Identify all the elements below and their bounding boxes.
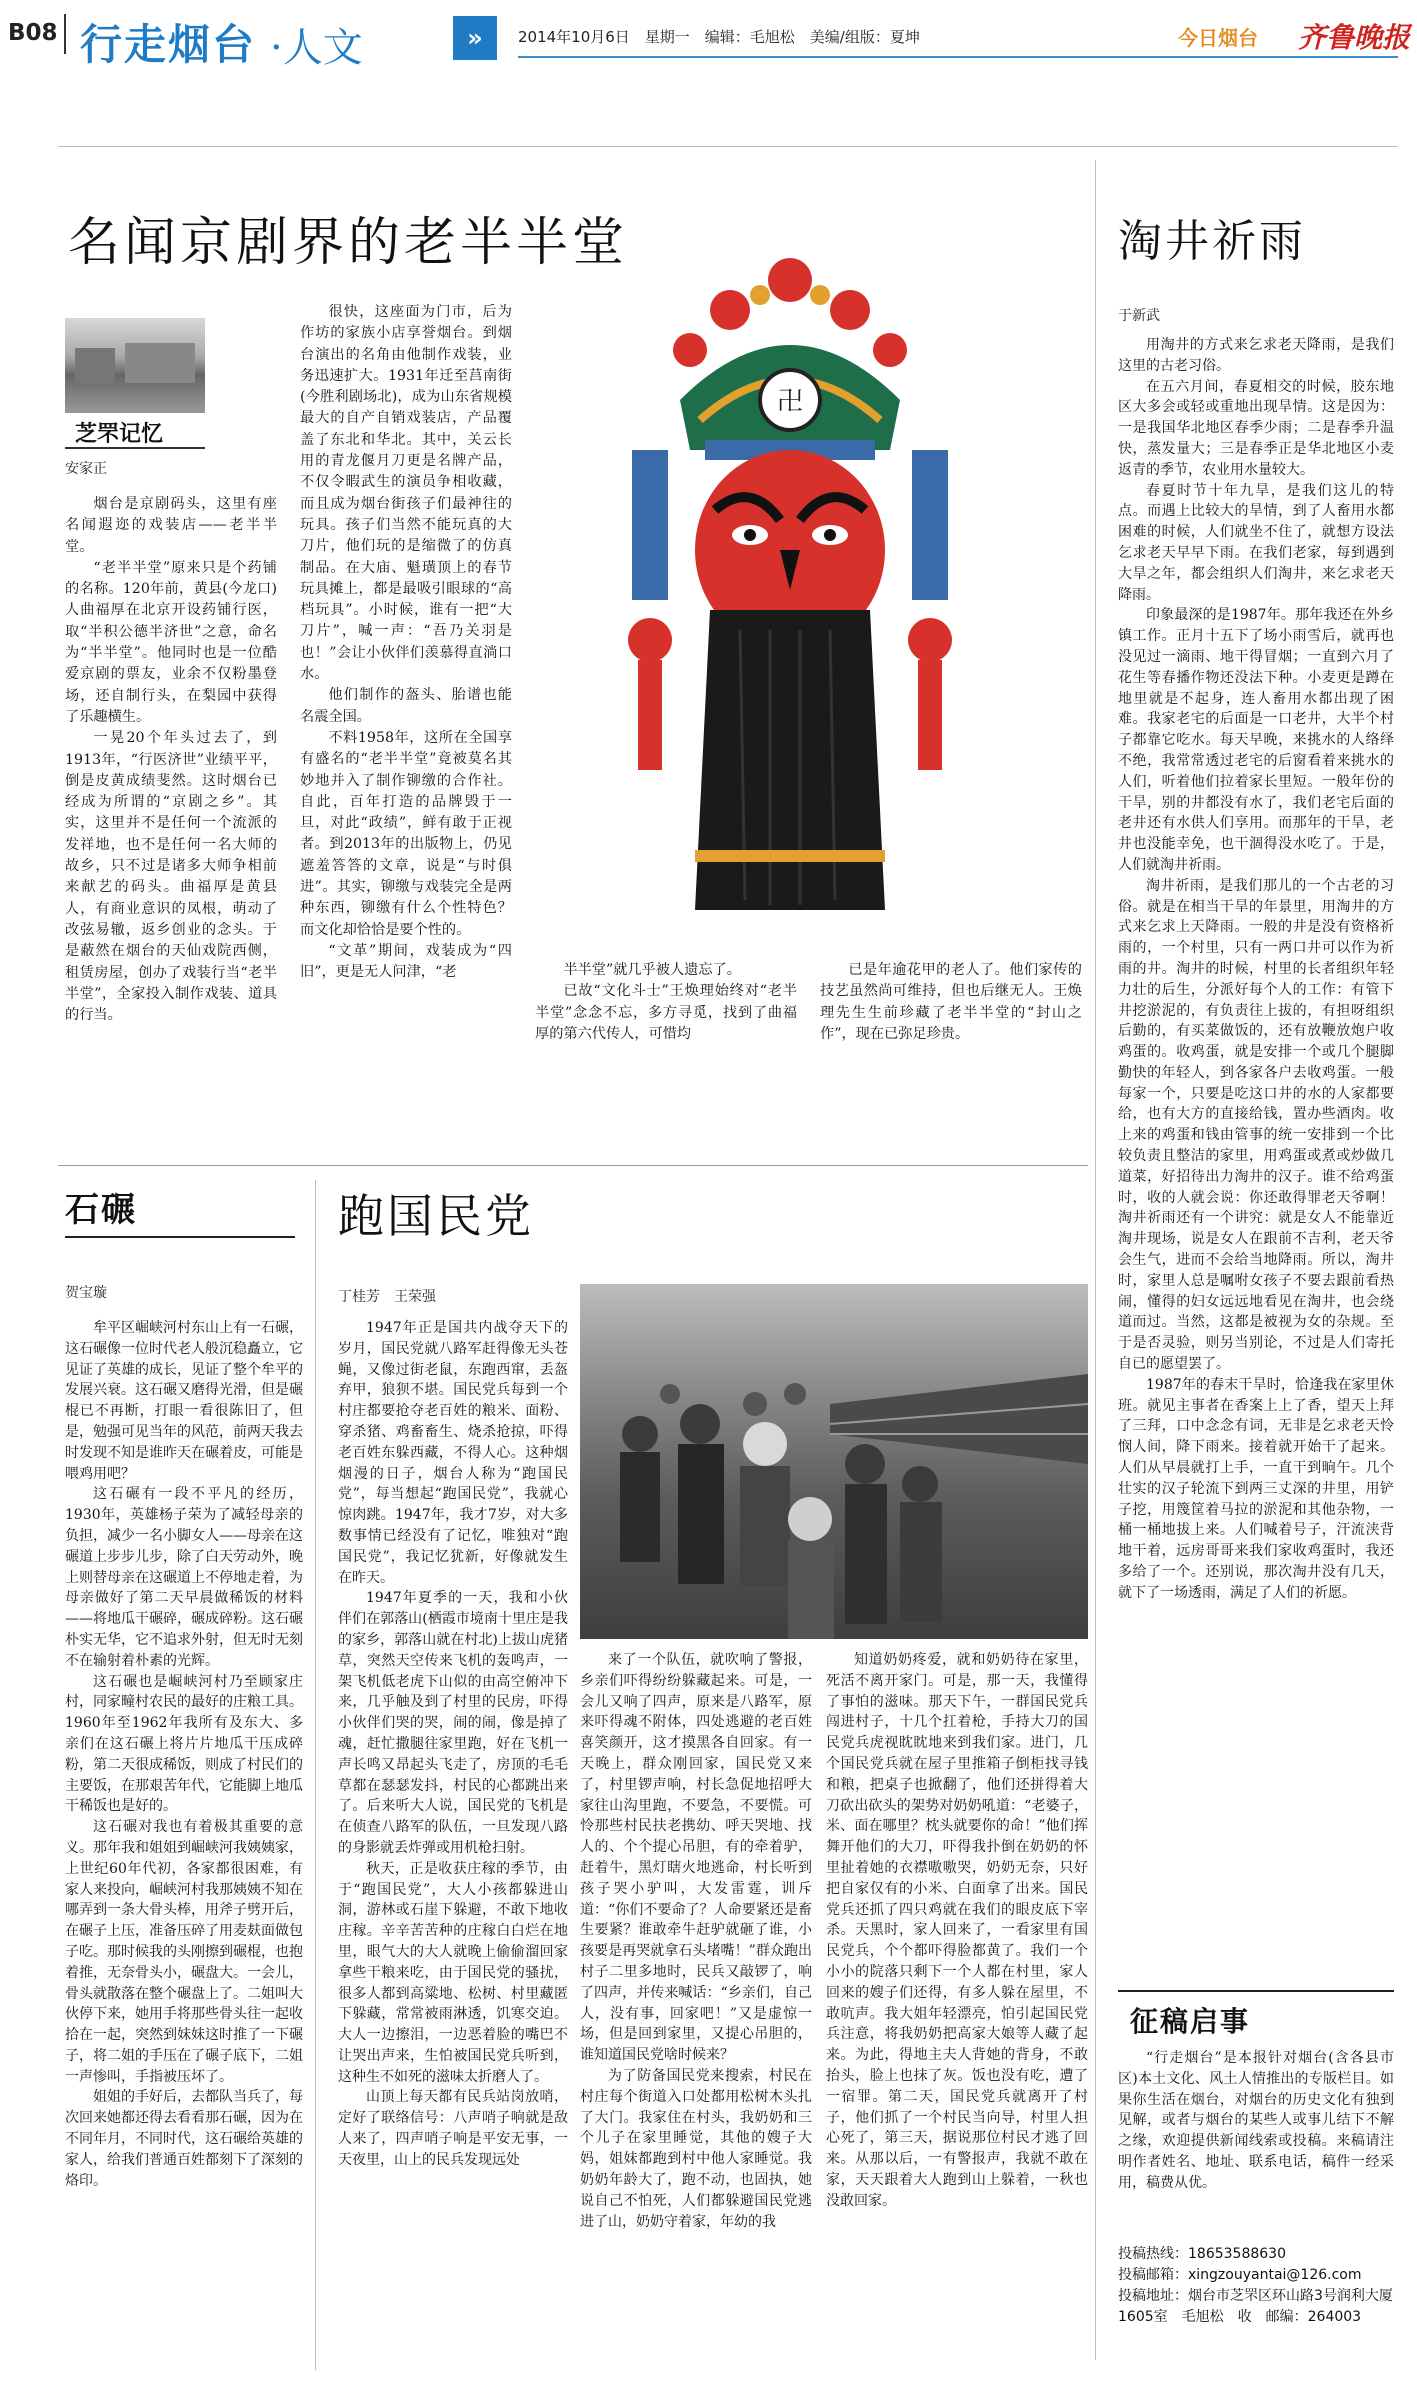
photo-figures xyxy=(580,1284,1088,1639)
notice-hotline: 投稿热线：18653588630 xyxy=(1118,2246,1286,2262)
notice-address: 投稿地址：烟台市芝罘区环山路3号润利大厦1605室 毛旭松 收 邮编：264003 xyxy=(1118,2288,1393,2325)
column-label: 芝罘记忆 xyxy=(75,422,164,447)
header-divider xyxy=(64,14,66,54)
article4-author: 丁桂芳 王荣强 xyxy=(338,1289,436,1305)
header-bottom-rule xyxy=(58,146,1398,147)
notice-email: 投稿邮箱：xingzouyantai@126.com xyxy=(1118,2267,1362,2283)
article1-col3-text: 半半堂”就几乎被人遗忘了。 已故“文化斗士”王焕理始终对“老半半堂”念念不忘，多方寻觅，找到了曲福厚的第六代传人，可惜均 xyxy=(535,962,797,1042)
article4-col1-text: 1947年正是国共内战夺天下的岁月，国民党就八路军赶得像无头苍蝇，又像过街老鼠，东跑西窜，丢盔弃甲，狼狈不堪。国民党兵每到一个村庄都要抢夺老百姓的粮米、面粉、穿杀猪、鸡畜畜生、烧杀抢掠，吓得老百姓东躲西藏，不得人心。这种烟烟漫的日子，烟台人称为“跑国民党”，每当想起“跑国民党”，我就心惊肉跳。1947年，我才7岁，对大多数事情已经没有了记忆，唯独对“跑国民党”，我记忆犹新，好像就发生在昨天。 1947年夏季的一天，我和小伙伴们在郭落山(栖霞市境南十里庄是我的家乡，郭落山就在村北)上拔山虎猪草，突然天空传来飞机的轰鸣声，一架飞机低老虎下山似的由高空俯冲下来，几乎触及到了村里的民房，吓得小伙伴们哭的哭，闹的闹，像是掉了魂，赶忙撒腿往家里跑，好在飞机一声长鸣又昂起头飞走了，房顶的毛毛草都在瑟瑟发抖，村民的心都跳出来了。后来听大人说，国民党的飞机是在侦查八路军的队伍，一旦发现八路的身影就丢炸弹或用机枪扫射。 秋天，正是收获庄稼的季节，由于“跑国民党”，大人小孩都躲进山洞，游林或石崖下躲避，不敢下地收庄稼。辛辛苦苦种的庄稼白白烂在地里，眼气大的大人就晚上偷偷溜回家拿些干粮来吃，由于国民党的骚扰，很多人都到高粱地、松树、村里藏匿下躲藏，常常被雨淋透，饥寒交迫。大人一边擦泪，一边恶着脸的嘴巴不让哭出声来，生怕被国民党兵听到，这种生不如死的滋味太折磨人了。 山顶上每天都有民兵站岗放哨，定好了联络信号：八声哨子响就是敌人来了，四声哨子响是平安无事，一天夜里，山上的民兵发现远处 xyxy=(338,1320,568,2168)
section-subtitle: ·人文 xyxy=(270,25,363,71)
article4-column-2 xyxy=(580,1650,812,2368)
article1-column-3 xyxy=(535,960,797,1070)
middle-rule xyxy=(58,1165,1088,1166)
opera-mask-illustration xyxy=(620,250,960,930)
article3-body xyxy=(65,1318,303,2368)
chevron-icon: » xyxy=(453,16,497,60)
newspaper-brand-logo: 齐鲁晚报 xyxy=(1298,21,1411,54)
notice-contacts xyxy=(1118,2244,1394,2328)
header-rule xyxy=(518,56,1398,58)
notice-text: “行走烟台”是本报针对烟台(含各县市区)本土文化、风土人情推出的专版栏目。如果你生活在烟台，对烟台的历史文化有独到见解，或者与烟台的某些人或事儿结下不解之缘，欢迎提供新闻线索或投稿。来稿请注明作者姓名、地址、联系电话，稿件一经采用，稿费从优。 xyxy=(1118,2050,1394,2191)
article3-title-rule xyxy=(65,1236,295,1238)
svg-text:卍: 卍 xyxy=(776,387,804,417)
column-label-box xyxy=(65,413,205,449)
notice-title: 征稿启事 xyxy=(1130,2005,1251,2038)
article4-col2-text: 来了一个队伍，就吹响了警报，乡亲们吓得纷纷躲藏起来。可是，一会儿又响了四声，原来是八路军，原来吓得魂不附体，四处逃避的老百姓喜笑颜开，这才摸黑各自回家。有一天晚上，群众刚回家，国民党又来了，村里锣声响，村长急促地招呼大家往山沟里跑，不要急，不要慌。可怜那些村民扶老携幼、呼天哭地、找人的、个个提心吊胆，有的牵着驴，赶着牛，黑灯瞎火地逃命，村长听到孩子哭小驴叫，大发雷霆，训斥道：“你们不要命了？人命要紧还是畜生要紧？谁敢牵牛赶驴就砸了谁，小孩要是再哭就拿石头堵嘴！”群众跑出村子二里多地时，民兵又敲锣了，响了四声，并传来喊话：“乡亲们，自己人，没有事，回家吧！”又是虚惊一场，但是回到家里，又提心吊胆的，谁知道国民党啥时候来？ 为了防备国民党来搜索，村民在村庄每个街道入口处都用松树木头扎了大门。我家住在村头，我奶奶和三个儿子在家里睡觉，其他的嫂子大妈，姐妹都跑到村中他人家睡觉。我奶奶年龄大了，跑不动，也固执，她说自己不怕死，人们都躲避国民党逃进了山，奶奶守着家，年幼的我 xyxy=(580,1652,812,2230)
today-yantai-label: 今日烟台 xyxy=(1178,26,1258,50)
article4-col3-text: 知道奶奶疼爱，就和奶奶待在家里，死活不离开家门。可是，那一天，我懂得了事怕的滋味。那天下午，一群国民党兵闯进村子，十几个扛着枪，手持大刀的国民党兵虎视眈眈地来到我们家。进门，几个国民党兵就在屋子里推箱子倒柜找寻钱和粮，把桌子也掀翻了，他们还拼得着大刀砍出砍头的架势对奶奶吼道：“老婆子，米、面在哪里？枕头就要你的命！”他们挥舞开他们的大刀，吓得我扑倒在奶奶的怀里扯着她的衣襟嗷嗷哭，奶奶无奈，只好把自家仅有的小米、白面拿了出来。国民党兵还抓了四只鸡就在我们的眼皮底下宰杀。天黑时，家人回来了，一看家里有国民党兵，个个都吓得脸都黄了。我们一个小小的院落只剩下一个人都在村里，家人回来的嫂子们还得，有多人躲在屋里，不敢吭声。我大姐年轻漂亮，怕引起国民党兵注意，将我奶奶把高家大娘等人藏了起来。为此，得地主夫人背她的背身，不敢抬头，脸上也抹了灰。饭也没有吃，遭了一宿罪。第二天，国民党兵就离开了村子，他们抓了一个村民当向导，村里人担心死了，第三天，据说那位村民才逃了回来。从那以后，一有警报声，我就不敢在家，天天跟着大人跑到山上躲着，一秋也没敢回家。 xyxy=(826,1652,1088,2209)
article4-column-3 xyxy=(826,1650,1088,2368)
header-meta: 2014年10月6日 星期一 编辑：毛旭松 美编/组版：夏坤 xyxy=(518,28,920,46)
article3-text: 牟平区崛峡河村东山上有一石碾，这石碾像一位时代老人般沉稳矗立，它见证了英雄的成长，见证了整个牟平的发展兴衰。这石碾又磨得光滑，但是碾棍已不再断，打眼一看很陈旧了，但是，勉强可见当年的风范，前两天我去时发现不知是谁昨天在碾着皮，可能是喂鸡用吧？ 这石碾有一段不平凡的经历，1930年，英雄杨子荣为了减轻母亲的负担，减少一名小脚女人——母亲在这碾道上步步儿步，除了白天劳动外，晚上则替母亲在这碾道上不停地走着，为母亲做好了第二天早晨做稀饭的材料——将地瓜干碾碎，碾成碎粉。这石碾朴实无华，它不追求外射，但无时无刻不在输射着朴素的光辉。 这石碾也是崛峡河村乃至顾家庄村，同家疃村农民的最好的庄粮工具。1960年至1962年我所有及东大、多亲们在这石碾上将片片地瓜干压成碎粉，第二天很成稀饭，则成了村民们的主要饭，在那艰苦年代，它能脚上地瓜干稀饭也是好的。 这石碾对我也有着极其重要的意义。那年我和姐姐到崛峡河我姨姨家，上世纪60年代初，各家都很困难，有家人来投向，崛峡河村我那姨姨不知在哪弄到一条大骨头棒，用斧子劈开后，在碾子上压，准备压碎了用麦麸面做包子吃。那时候我的头刚擦到碾棍，也抱着推，无奈骨头小，碾盘大。一会儿，骨头就散落在整个碾盘上了。二姐叫大伙停下来，她用手将那些骨头往一起收拾在一起，突然到妹妹这时推了一下碾子，将二姐的手压在了碾子底下，二姐一声惨叫，手指被压坏了。 姐姐的手好后，去都队当兵了，每次回来她都还得去看看那石碾，因为在不同年月，不同时代，这石碾给英雄的家人，给我们普通百姓都刻下了深刻的烙印。 xyxy=(65,1320,303,2189)
article1-col2-text: 很快，这座面为门市，后为作坊的家族小店享誉烟台。到烟台演出的名角由他制作戏装，业务迅速扩大。1931年迁至莒南街(今胜利剧场北)，成为山东省规模最大的自产自销戏装店，产品覆盖了东北和华北。其中，关云长用的青龙偃月刀更是名牌产品，不仅令暇武生的演员争相收藏，而且成为烟台街孩子们最神往的玩具。孩子们当然不能玩真的大刀片，他们玩的是缩微了的仿真制品。在大庙、魁璜顶上的春节玩具摊上，都是最吸引眼球的“高档玩具”。小时候，谁有一把“大刀片”，喊一声：“吾乃关羽是也！”会让小伙伴们羡慕得直淌口水。 他们制作的盔头、胎谱也能名震全国。 不料1958年，这所在全国享有盛名的“老半半堂”竟被莫名其妙地并入了制作铆缴的合作社。自此，百年打造的品牌毁于一旦，对此“政绩”，鲜有敢于正视者。到2013年的出版物上，仍见遮羞答答的文章，说是“与时俱进”。其实，铆缴与戏装完全是两种东西，铆缴有什么个性特色？而文化却恰恰是要个性的。 “文革”期间，戏装成为“四旧”，更是无人问津，“老 xyxy=(300,304,512,981)
article1-column-1 xyxy=(65,494,277,1054)
article2-body xyxy=(1118,335,1394,1975)
article1-column-2 xyxy=(300,302,512,1062)
article4-column-1 xyxy=(338,1318,568,2368)
article1-title: 名闻京剧界的老半半堂 xyxy=(68,213,629,273)
notice-top-rule xyxy=(1118,1990,1394,1992)
article2-author: 于新武 xyxy=(1118,308,1160,324)
article1-col1-text: 烟台是京剧码头，这里有座名闻遐迩的戏装店——老半半堂。 “老半半堂”原来只是个药铺的名称。120年前，黄县(今龙口)人曲福厚在北京开设药铺行医，取“半积公德半济世”之意，命名为“半半堂”。他同时也是一位酷爱京剧的票友，业余不仅粉墨登场，还自制行头，在梨园中获得了乐趣横生。 一晃20个年头过去了，到1913年，“行医济世”业绩平平，倒是皮黄成绩斐然。这时烟台已经成为所谓的“京剧之乡”。其实，这里并不是任何一个流派的发祥地，也不是任何一名大师的故乡，只不过是诸多大师争相前来献艺的码头。曲福厚是黄县人，有商业意识的凤根，萌动了改弦易辙，返乡创业的念头。于是蔽然在烟台的天仙戏院西侧，租赁房屋，创办了戏装行当“老半半堂”，全家投入制作戏装、道具的行当。 xyxy=(65,496,277,1024)
article2-text: 用淘井的方式来乞求老天降雨，是我们这里的古老习俗。 在五六月间，春夏相交的时候，胶东地区大多会或轻或重地出现旱情。这是因为：一是我国华北地区春季少雨；二是春季升温快，蒸发量大；三是春季正是华北地区小麦返青的季节，农业用水量较大。 春夏时节十年九旱，是我们这儿的特点。而遇上比较大的旱情，到了人畜用水都困难的时候，人们就坐不住了，就想方设法乞求老天早早下雨。在我们老家，每到遇到大旱之年，都会组织人们淘井，来乞求老天降雨。 印象最深的是1987年。那年我还在外乡镇工作。正月十五下了场小雨雪后，就再也没见过一滴雨、地干得冒烟；一直到六月了花生等春播作物还没法下种。小麦更是蹲在地里就是不起身，连人畜用水都出现了困难。我家老宅的后面是一口老井，大半个村子都靠它吃水。每天早晚，来挑水的人络绎不绝，我常常透过老宅的后窗看着来挑水的人们，听着他们拉着家长里短。一般年份的干旱，别的井都没有水了，我们老宅后面的老井还有水供人们享用。而那年的干旱，老井也没能幸免，也干涸得没水吃了。于是，人们就淘井祈雨。 淘井祈雨，是我们那儿的一个古老的习俗。就是在相当干旱的年景里，用淘井的方式来乞求上天降雨。一般的井是没有资格祈雨的，一个村里，只有一两口井可以作为祈雨的井。淘井的时候，村里的长者组织年轻力壮的后生，分派好每个人的工作：有管下井挖淤泥的，有负责往上拔的，有担呀组织后勤的，有买菜做饭的，还有放鞭放炮户收鸡蛋的。收鸡蛋，就是安排一个或几个腿脚勤快的年轻人，到各家各户去收鸡蛋。一般每家一个，只要是吃这口井的水的人家都要给，也有大方的直接给钱，置办些酒肉。收上来的鸡蛋和钱由管事的统一安排到一个比较负责且整洁的家里，用鸡蛋或煮或炒做几道菜，好招待出力淘井的汉子。谁不给鸡蛋时，收的人就会说：你还敢得罪老天爷啊！淘井祈雨还有一个讲究：就是女人不能靠近淘井现场，说是女人在跟前不吉利，老天爷会生气，进而不会给当地降雨。所以，淘井时，家里人总是嘱咐女孩子不要去跟前看热闹，懂得的妇女远远地看见在淘井，也会绕道而过。当然，这都是被视为女的杂规。至于是否灵验，则另当别论，不过是人们寄托自已的愿望罢了。 1987年的春末干旱时，恰逢我在家里休班。就见主事者在香案上上了香，望天上拜了三拜，口中念念有词，无非是乞求老天怜悯人间，降下雨来。接着就开始干了起来。人们从早晨就打上手，一直干到晌午。几个壮实的汉子轮流下到两三丈深的井里，用铲子挖，用篾筐着马拉的淤泥和其他杂物，一桶一桶地拔上来。人们喊着号子，汗流浃背地干着，远房哥哥来我们家收鸡蛋时，我还多给了一个。还别说，那次淘井没有几天，就下了一场透雨，满足了人们的祈愿。 xyxy=(1118,337,1394,1601)
article1-author: 安家正 xyxy=(65,461,107,477)
article3-title: 石碾 xyxy=(65,1190,137,1230)
article1-column-4 xyxy=(820,960,1082,1070)
article3-divider xyxy=(315,1180,316,2370)
column-photo xyxy=(65,318,205,413)
page-header xyxy=(0,0,1417,76)
notice-body xyxy=(1118,2048,1394,2238)
right-column-divider xyxy=(1095,160,1096,2360)
article4-title: 跑国民党 xyxy=(338,1189,534,1243)
refugee-photo xyxy=(580,1284,1088,1639)
section-title: 行走烟台 xyxy=(80,20,257,69)
article2-title: 淘井祈雨 xyxy=(1118,216,1306,267)
article1-col4-text: 已是年逾花甲的老人了。他们家传的技艺虽然尚可维持，但也后继无人。王焕理先生生前珍藏了老半半堂的“封山之作”，现在已弥足珍贵。 xyxy=(820,962,1082,1042)
article3-author: 贺宝璇 xyxy=(65,1285,107,1301)
page-number: B08 xyxy=(8,20,58,46)
